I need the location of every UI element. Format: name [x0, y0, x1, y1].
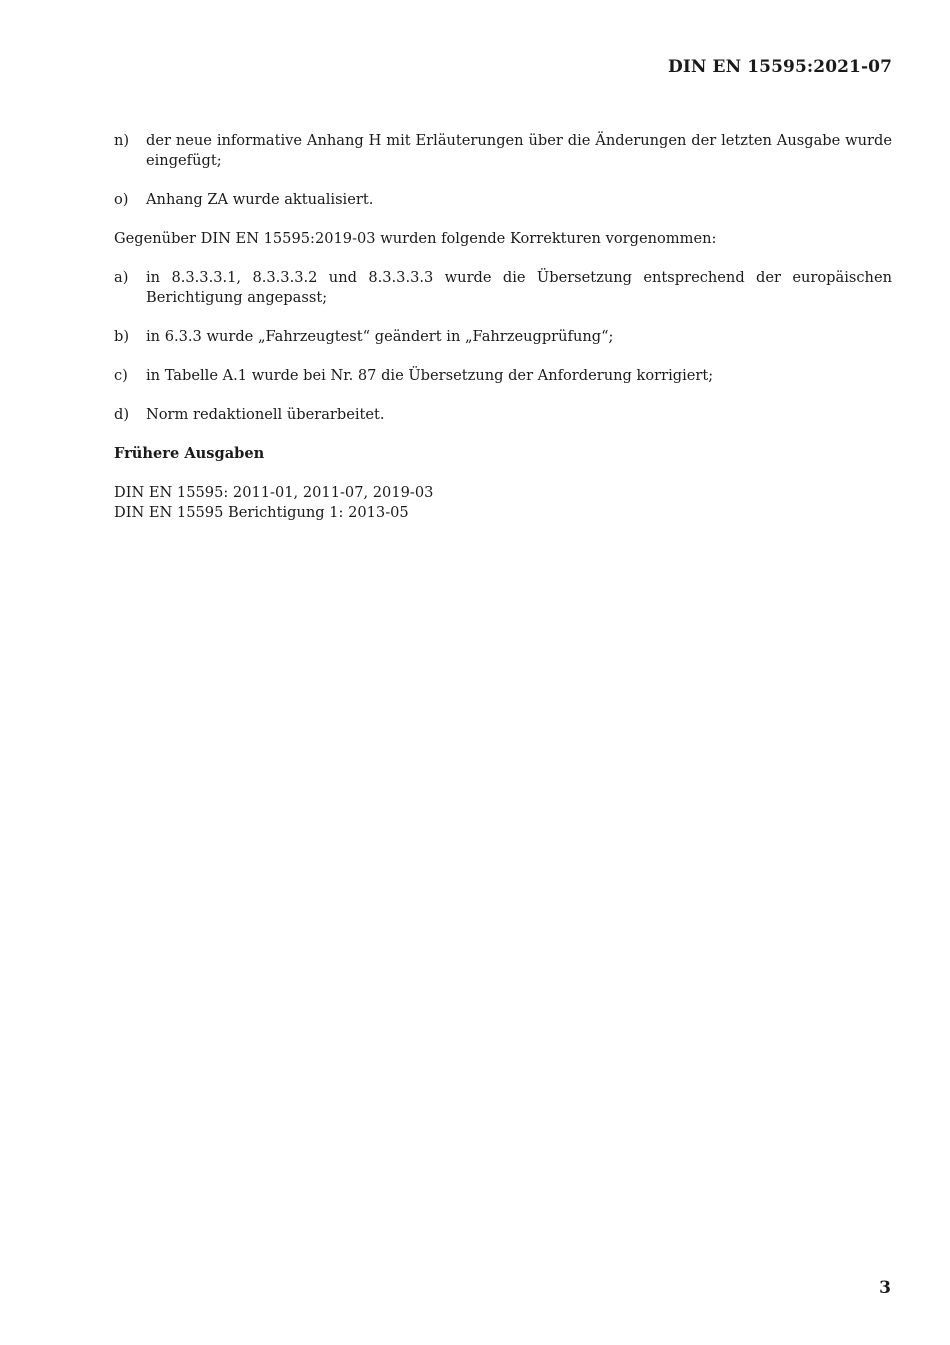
previous-edition-line: DIN EN 15595: 2011-01, 2011-07, 2019-03	[114, 484, 434, 501]
list-item	[114, 190, 892, 210]
page-content	[114, 131, 892, 523]
corrections-intro: Gegenüber DIN EN 15595:2019-03 wurden folgende Korrekturen vorgenommen:	[114, 230, 717, 247]
list-item	[114, 405, 892, 425]
list-item	[114, 366, 892, 386]
page-number: 3	[879, 1278, 891, 1298]
list-item	[114, 327, 892, 347]
list-item-text: in 6.3.3 wurde „Fahrzeugtest“ geändert in „Fahrzeugprüfung“;	[146, 328, 614, 345]
list-item-label: b)	[114, 328, 130, 345]
list-item-text: Norm redaktionell überarbeitet.	[146, 406, 385, 423]
list-item-label: c)	[114, 367, 128, 384]
list-item-label: o)	[114, 191, 129, 208]
list-item	[114, 131, 892, 171]
list-item-text: der neue informative Anhang H mit Erläuterungen über die Änderungen der letzten Ausgabe wurde eingefügt;	[146, 132, 892, 169]
previous-edition-line: DIN EN 15595 Berichtigung 1: 2013-05	[114, 504, 409, 521]
document-id-header: DIN EN 15595:2021-07	[667, 57, 892, 77]
previous-editions-heading: Frühere Ausgaben	[114, 445, 265, 462]
list-item-label: n)	[114, 132, 130, 149]
list-item-text: in Tabelle A.1 wurde bei Nr. 87 die Übersetzung der Anforderung korrigiert;	[146, 367, 714, 384]
list-item-label: d)	[114, 406, 130, 423]
list-item-text: Anhang ZA wurde aktualisiert.	[146, 191, 374, 208]
list-item	[114, 268, 892, 308]
list-item-text: in 8.3.3.3.1, 8.3.3.3.2 und 8.3.3.3.3 wurde die Übersetzung entsprechend der europäischen Berichtigung angepasst;	[146, 269, 892, 306]
list-item-label: a)	[114, 269, 129, 286]
